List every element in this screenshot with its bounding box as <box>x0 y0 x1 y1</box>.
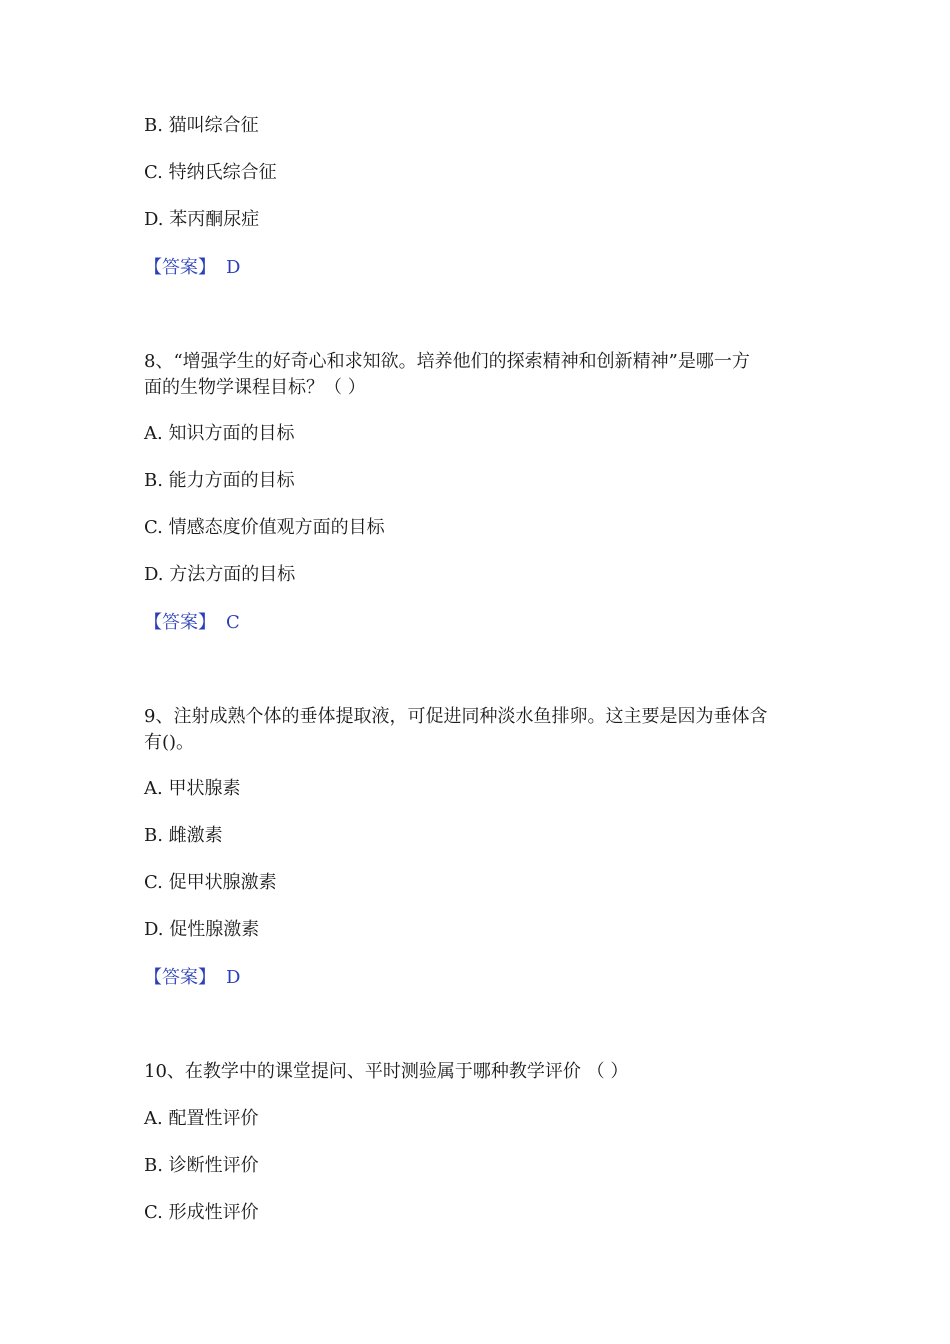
q8-option-d: D. 方法方面的目标 <box>144 564 296 585</box>
q9-option-b: B. 雌激素 <box>144 825 223 846</box>
answer-value: C <box>226 612 240 633</box>
prev-option-d: D. 苯丙酮尿症 <box>144 209 260 230</box>
answer-label: 【答案】 <box>144 612 216 633</box>
q8-answer <box>144 611 240 635</box>
answer-value: D <box>226 257 241 278</box>
q9-stem-line1: 9、注射成熟个体的垂体提取液，可促进同种淡水鱼排卵。这主要是因为垂体含 <box>144 706 768 727</box>
answer-label: 【答案】 <box>144 967 216 988</box>
answer-label: 【答案】 <box>144 257 216 278</box>
q10-stem-line1: 10、在教学中的课堂提问、平时测验属于哪种教学评价 （ ） <box>144 1061 629 1082</box>
prev-answer <box>144 256 240 280</box>
q8-option-b: B. 能力方面的目标 <box>144 470 295 491</box>
answer-value: D <box>226 967 241 988</box>
q8-stem-line1: 8、“增强学生的好奇心和求知欲。培养他们的探索精神和创新精神”是哪一方 <box>144 351 750 372</box>
q8-option-c: C. 情感态度价值观方面的目标 <box>144 517 385 538</box>
prev-option-c: C. 特纳氏综合征 <box>144 162 277 183</box>
q9-option-d: D. 促性腺激素 <box>144 919 260 940</box>
q10-option-b: B. 诊断性评价 <box>144 1155 259 1176</box>
q9-stem-line2: 有()。 <box>144 732 195 753</box>
q9-option-a: A. 甲状腺素 <box>144 778 241 799</box>
q9-option-c: C. 促甲状腺激素 <box>144 872 277 893</box>
q9-answer <box>144 966 240 990</box>
q8-stem-line2: 面的生物学课程目标？（ ） <box>144 377 366 398</box>
prev-option-b: B. 猫叫综合征 <box>144 115 259 136</box>
q10-option-a: A. 配置性评价 <box>144 1108 259 1129</box>
q8-option-a: A. 知识方面的目标 <box>144 423 295 444</box>
q10-option-c: C. 形成性评价 <box>144 1202 259 1223</box>
